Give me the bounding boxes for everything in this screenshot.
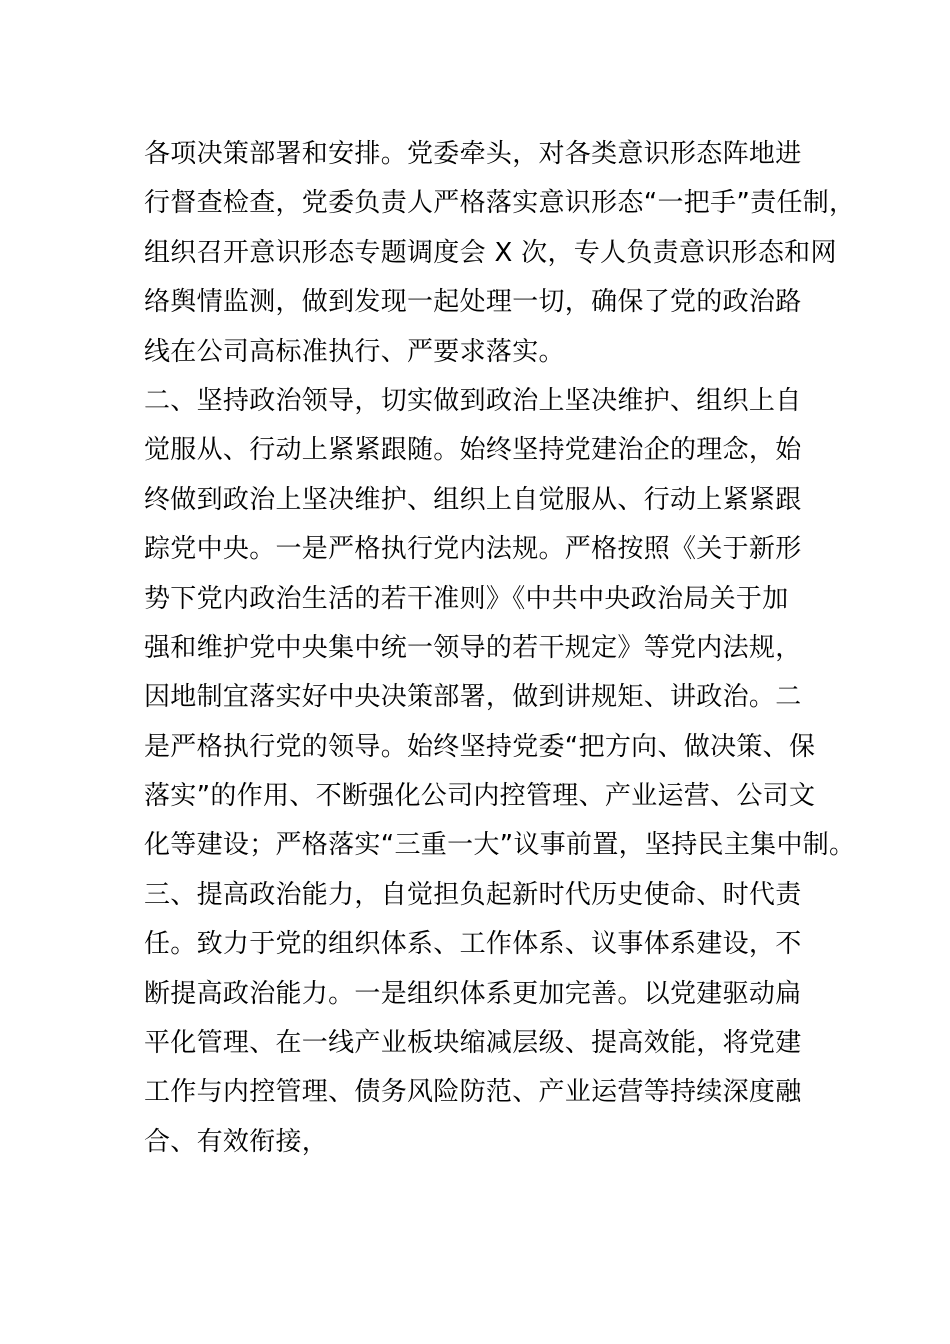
text-line-20: 工作与内控管理、债务风险防范、产业运营等持续深度融 — [144, 1077, 802, 1108]
text-line-10: 势下党内政治生活的若干准则》《中共中央政治局关于加 — [144, 583, 789, 614]
text-line-14: 落实”的作用、不断强化公司内控管理、产业运营、公司文 — [144, 781, 816, 812]
text-line-7: 觉服从、行动上紧紧跟随。始终坚持党建治企的理念，始 — [144, 435, 802, 466]
text-line-17: 任。致力于党的组织体系、工作体系、议事体系建设，不 — [144, 929, 802, 960]
text-line-21: 合、有效衔接， — [144, 1126, 329, 1157]
text-line-9: 踪党中央。一是严格执行党内法规。严格按照《关于新形 — [144, 534, 802, 565]
text-line-15: 化等建设；严格落实“三重一大”议事前置，坚持民主集中制。 — [144, 830, 856, 861]
body-text — [144, 130, 856, 1167]
text-line-2: 行督查检查，党委负责人严格落实意识形态“一把手”责任制， — [144, 188, 856, 219]
text-line-6: 二、坚持政治领导，切实做到政治上坚决维护、组织上自 — [144, 385, 802, 416]
text-line-8: 终做到政治上坚决维护、组织上自觉服从、行动上紧紧跟 — [144, 484, 802, 515]
text-line-1: 各项决策部署和安排。党委牵头，对各类意识形态阵地进 — [144, 139, 802, 169]
text-line-11: 强和维护党中央集中统一领导的若干规定》等党内法规， — [144, 632, 802, 663]
text-line-12: 因地制宜落实好中央决策部署，做到讲规矩、讲政治。二 — [144, 682, 802, 713]
text-line-13: 是严格执行党的领导。始终坚持党委“把方向、做决策、保 — [144, 731, 816, 762]
text-line-4: 络舆情监测，做到发现一起处理一切，确保了党的政治路 — [144, 287, 802, 318]
text-line-5: 线在公司高标准执行、严要求落实。 — [144, 336, 565, 367]
text-line-19: 平化管理、在一线产业板块缩减层级、提高效能，将党建 — [144, 1028, 802, 1059]
text-line-16: 三、提高政治能力，自觉担负起新时代历史使命、时代责 — [144, 879, 802, 910]
text-line-18: 断提高政治能力。一是组织体系更加完善。以党建驱动扁 — [144, 978, 802, 1009]
text-line-3: 组织召开意识形态专题调度会 X 次，专人负责意识形态和网 — [144, 237, 837, 268]
